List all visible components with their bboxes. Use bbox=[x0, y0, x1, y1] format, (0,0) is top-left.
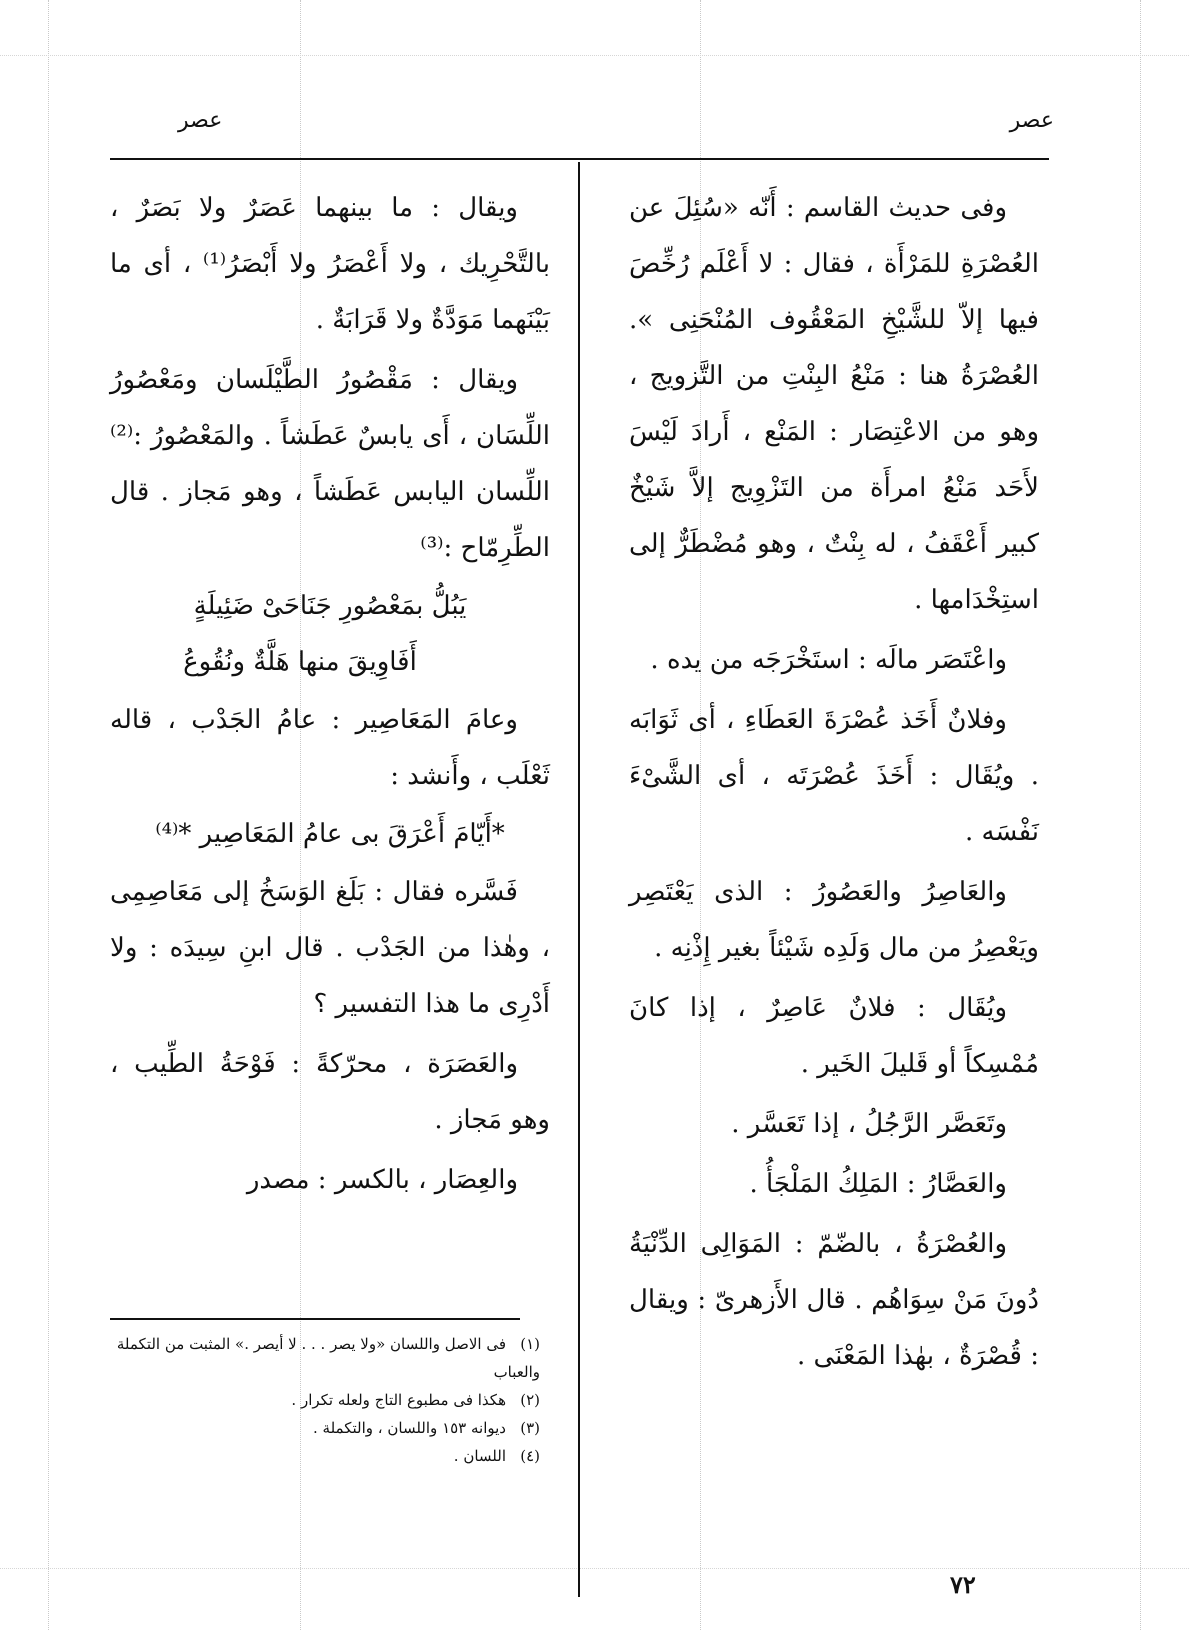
footnote-number: (٤) bbox=[520, 1447, 540, 1465]
footnote-text: ديوانه ١٥٣ واللسان ، والتكملة . bbox=[312, 1419, 506, 1437]
footnote-rule bbox=[110, 1318, 520, 1320]
footnote bbox=[110, 1330, 540, 1386]
page-number: ٧٢ bbox=[950, 1570, 976, 1599]
footnote-text: اللسان . bbox=[453, 1447, 506, 1465]
header-rule bbox=[110, 158, 1049, 160]
guide-line bbox=[1140, 0, 1141, 1630]
footnote-number: (٢) bbox=[520, 1391, 540, 1409]
entry-paragraph: وفلانٌ أَخَذ عُصْرَةَ العَطَاءِ ، أى ثَوَابَه . ويُقَال : أَخَذَ عُصْرَتَه ، أى الشَّىْءَ نَفْسَه . bbox=[629, 705, 1039, 847]
entry-paragraph: ويقال : ما بينهما عَصَرٌ ولا بَصَرٌ ، بالتَّحْرِيك ، ولا أَعْصَرُ ولا أَبْصَرُ⁽¹⁾ ، أى ما بَيْنَهما مَوَدَّةٌ ولا قَرَابَةٌ . bbox=[110, 193, 550, 335]
footnotes bbox=[110, 1330, 540, 1470]
entry-paragraph: والعِصَار ، بالكسر : مصدر bbox=[246, 1165, 518, 1195]
footnote-text: فى الاصل واللسان «ولا يصر . . . لا أيصر .» المثبت من التكملة والعباب bbox=[116, 1335, 540, 1381]
column-separator bbox=[578, 162, 580, 1597]
entry-paragraph: والعَاصِرُ والعَصُورُ : الذى يَعْتَصِر ويَعْصِرُ من مال وَلَدِه شَيْئاً بغير إِذْنِه . bbox=[629, 877, 1039, 963]
footnote bbox=[110, 1414, 540, 1442]
guide-line bbox=[48, 0, 49, 1630]
entry-paragraph: ويُقَال : فلانٌ عَاصِرٌ ، إذا كانَ مُمْسِكاً أو قَليلَ الخَير . bbox=[629, 993, 1039, 1079]
guide-line bbox=[0, 55, 1189, 56]
entry-paragraph: فَسَّره فقال : بَلَغ الوَسَخُ إلى مَعَاصِمِى ، وهٰذا من الجَدْب . قال ابنِ سِيدَه : ولا أَدْرِى ما هذا التفسير ؟ bbox=[110, 877, 550, 1019]
entry-paragraph: والعَصَّارُ : المَلِكُ المَلْجَأُ . bbox=[749, 1169, 1007, 1199]
poem-verse: يَبُلُّ بمَعْصُورِ جَنَاحَىْ ضَئِيلَةٍ bbox=[193, 591, 467, 621]
entry-paragraph: وتَعَصَّر الرَّجُلُ ، إذا تَعَسَّر . bbox=[731, 1109, 1007, 1139]
entry-paragraph: والعَصَرَة ، محرّكةً : فَوْحَةُ الطِّيب ، وهو مَجاز . bbox=[110, 1049, 550, 1135]
running-header-right: عصر bbox=[1009, 108, 1054, 133]
footnote-number: (٣) bbox=[520, 1419, 540, 1437]
entry-paragraph: واعْتَصَر مالَه : استَخْرَجَه من يده . bbox=[650, 645, 1007, 675]
right-column bbox=[629, 180, 1039, 1388]
footnote bbox=[110, 1442, 540, 1470]
entry-paragraph: ويقال : مَقْصُورُ الطَّيْلَسان ومَعْصُورُ اللِّسَان ، أَى يابسٌ عَطَشاً . والمَعْصُورُ :⁽²⁾ اللِّسان اليابس عَطَشاً ، وهو مَجاز . قال الطِّرِمّاح :⁽³⁾ bbox=[110, 365, 550, 563]
footnote-number: (١) bbox=[520, 1335, 540, 1353]
entry-paragraph: وعامَ المَعَاصِير : عامُ الجَدْب ، قاله ثَعْلَب ، وأَنشد : bbox=[110, 705, 550, 791]
poem-verse: *أَيّامَ أَعْرَقَ بى عامُ المَعَاصِير *⁽⁴⁾ bbox=[155, 819, 505, 849]
poem-verse: أَفَاوِيقَ منها هَلَّةٌ ونُقُوعُ bbox=[183, 647, 417, 677]
entry-paragraph: وفى حديث القاسم : أَنّه «سُئِلَ عن العُصْرَةِ للمَرْأَة ، فقال : لا أَعْلَم رُخِّصَ فيها إلاّ للشَّيْخِ المَعْقُوف المُنْحَنِى ». العُصْرَةُ هنا : مَنْعُ البِنْتِ من التَّزويج ، وهو من الاعْتِصَار : المَنْع ، أَرادَ لَيْسَ لأَحَد مَنْعُ امرأَة من التَزْوِيج إلاَّ شَيْخٌ كبير أَعْقَفُ ، له بِنْتٌ ، وهو مُضْطَرٌّ إلى استِخْدَامها . bbox=[629, 193, 1039, 615]
entry-paragraph: والعُصْرَةُ ، بالضّمّ : المَوَالِى الدِّنْيَةُ دُونَ مَنْ سِوَاهُم . قال الأَزهرىّ : ويقال : قُصْرَةٌ ، بهٰذا المَعْنَى . bbox=[629, 1229, 1039, 1371]
left-column bbox=[110, 180, 550, 1212]
footnote-text: هكذا فى مطبوع التاج ولعله تكرار . bbox=[291, 1391, 506, 1409]
running-header-left: عصر bbox=[178, 108, 223, 133]
guide-line bbox=[0, 1568, 1189, 1569]
footnote bbox=[110, 1386, 540, 1414]
